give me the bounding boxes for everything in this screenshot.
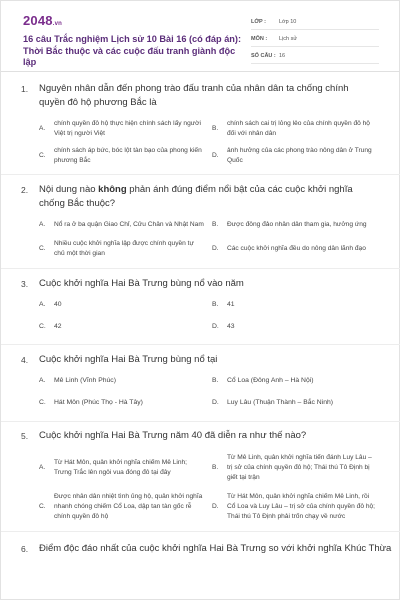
option-c[interactable] (39, 322, 212, 332)
option-a[interactable] (39, 453, 212, 483)
question-text: Điểm độc đáo nhất của cuộc khởi nghĩa Hai Bà Trưng so với khởi nghĩa Khúc Thừa (39, 543, 392, 554)
option-letter: B. (212, 377, 219, 384)
question-stem (1, 353, 400, 367)
meta-label: MÔN : (251, 36, 268, 42)
option-letter: C. (39, 323, 46, 330)
question-text: Cuộc khởi nghĩa Hai Bà Trưng bùng nổ vào năm (39, 278, 244, 289)
option-letter: D. (212, 399, 219, 406)
question-1 (1, 73, 400, 166)
question-list (1, 73, 400, 556)
option-letter: D. (212, 503, 219, 510)
question-2 (1, 175, 400, 259)
option-text: Nổ ra ở ba quận Giao Chỉ, Cửu Chân và Nhật Nam (54, 221, 204, 228)
option-letter: B. (212, 301, 219, 308)
option-a[interactable] (39, 376, 212, 386)
question-number: 6. (21, 544, 29, 554)
question-stem (1, 277, 400, 291)
option-d[interactable] (212, 398, 385, 408)
option-b[interactable] (212, 220, 385, 230)
option-c[interactable] (39, 492, 212, 522)
option-text: chính sách cai trị lỏng lẻo của chính quyền đô hộ đối với nhân dân (227, 120, 370, 137)
option-text: 40 (54, 301, 62, 308)
option-text: Hát Môn (Phúc Thọ - Hà Tây) (54, 399, 143, 406)
option-grid (1, 220, 400, 259)
question-number: 1. (21, 84, 29, 94)
option-text: ảnh hưởng của các phong trào nông dân ở Trung Quốc (227, 147, 372, 164)
site-logo[interactable]: 2048.vn (23, 13, 63, 28)
option-b[interactable] (212, 300, 385, 310)
option-c[interactable] (39, 146, 212, 166)
question-text: Nội dung nào (39, 184, 99, 195)
option-b[interactable] (212, 119, 385, 139)
option-letter: D. (212, 323, 219, 330)
question-text: Cuộc khởi nghĩa Hai Bà Trưng bùng nổ tại (39, 354, 218, 365)
question-number: 4. (21, 355, 29, 365)
option-letter: B. (212, 125, 219, 132)
question-5 (1, 422, 400, 522)
option-text: Được nhân dân nhiệt tình ủng hộ, quân khởi nghĩa nhanh chóng chiếm Cổ Loa, dập tan tàn gốc rễ chính quyền đô hộ (54, 493, 203, 520)
option-text: Từ Mê Linh, quân khởi nghĩa tiến đánh Luy Lâu – trị sở của chính quyền đô hộ; Thái thú Tô Định bị giết tại trận (227, 454, 372, 481)
option-text: 42 (54, 323, 62, 330)
option-text: Từ Hát Môn, quân khởi nghĩa chiếm Mê Linh, rồi Cổ Loa và Luy Lâu – trị sở của chính quyền đô hộ; Thái thú Tô Định phải trốn chạy về nước (227, 493, 376, 520)
document-title: 16 câu Trắc nghiệm Lịch sử 10 Bài 16 (có đáp án): Thời Bắc thuộc và các cuộc đấu tranh giành độc lập (23, 34, 242, 67)
option-b[interactable] (212, 453, 385, 483)
meta-value: Lịch sử (279, 36, 298, 42)
option-grid (1, 376, 400, 408)
option-letter: D. (212, 152, 219, 159)
option-letter: C. (39, 503, 46, 510)
option-letter: A. (39, 125, 46, 132)
option-letter: B. (212, 221, 219, 228)
option-d[interactable] (212, 146, 385, 166)
option-grid (1, 453, 400, 522)
option-text: chính quyền đô hộ thực hiện chính sách lấy người Việt trị người Việt (54, 120, 201, 137)
option-d[interactable] (212, 239, 385, 259)
option-text: Mê Linh (Vĩnh Phúc) (54, 377, 116, 384)
option-letter: C. (39, 245, 46, 252)
option-text: Các cuộc khởi nghĩa đều do nông dân lãnh đạo (227, 245, 366, 252)
option-text: Từ Hát Môn, quân khởi nghĩa chiếm Mê Linh; Trưng Trắc lên ngôi vua đóng đô tại đây (54, 459, 187, 476)
question-text: Cuộc khởi nghĩa Hai Bà Trưng năm 40 đã diễn ra như thế nào? (39, 430, 307, 441)
option-d[interactable] (212, 322, 385, 332)
option-b[interactable] (212, 376, 385, 386)
question-emphasis: không (98, 184, 127, 195)
meta-value: Lớp 10 (279, 19, 297, 25)
option-letter: D. (212, 245, 219, 252)
meta-label: SỐ CÂU : (251, 53, 276, 59)
option-text: Nhiều cuộc khởi nghĩa lập được chính quyền tự chủ một thời gian (54, 240, 194, 257)
option-letter: A. (39, 464, 46, 471)
option-text: Cổ Loa (Đông Anh – Hà Nội) (227, 377, 314, 384)
option-c[interactable] (39, 239, 212, 259)
question-stem (1, 82, 400, 110)
option-letter: A. (39, 301, 46, 308)
document-meta (251, 15, 379, 66)
meta-row-subject (251, 32, 379, 47)
option-text: Được đông đảo nhân dân tham gia, hưởng ứng (227, 221, 367, 228)
option-letter: C. (39, 399, 46, 406)
question-3 (1, 269, 400, 332)
question-stem (1, 542, 400, 556)
option-a[interactable] (39, 220, 212, 230)
question-6 (1, 532, 400, 556)
question-stem (1, 429, 400, 443)
question-4 (1, 345, 400, 408)
option-text: chính sách áp bức, bóc lột tàn bạo của phong kiến phương Bắc (54, 147, 202, 164)
option-d[interactable] (212, 492, 385, 522)
option-grid (1, 300, 400, 332)
meta-row-question-count (251, 49, 379, 64)
question-text: Nguyên nhân dẫn đến phong trào đấu tranh của nhân dân ta chống chính quyền đô hộ phương Bắc là (39, 83, 349, 108)
option-letter: C. (39, 152, 46, 159)
meta-label: LỚP : (251, 19, 266, 25)
option-letter: B. (212, 464, 219, 471)
option-a[interactable] (39, 119, 212, 139)
option-letter: A. (39, 377, 46, 384)
option-letter: A. (39, 221, 46, 228)
header-divider (1, 71, 400, 72)
meta-row-grade (251, 15, 379, 30)
option-text: Luy Lâu (Thuận Thành – Bắc Ninh) (227, 399, 334, 406)
document-header (1, 1, 400, 71)
option-c[interactable] (39, 398, 212, 408)
option-text: 43 (227, 323, 235, 330)
option-a[interactable] (39, 300, 212, 310)
question-number: 3. (21, 279, 29, 289)
option-text: 41 (227, 301, 235, 308)
question-number: 2. (21, 185, 29, 195)
question-text-cont: phản ánh đúng điểm nổi bật của các cuộc khởi nghĩa chống Bắc thuộc? (39, 184, 353, 209)
question-stem (1, 183, 400, 211)
meta-value: 16 (279, 53, 286, 59)
option-grid (1, 119, 400, 166)
question-number: 5. (21, 431, 29, 441)
